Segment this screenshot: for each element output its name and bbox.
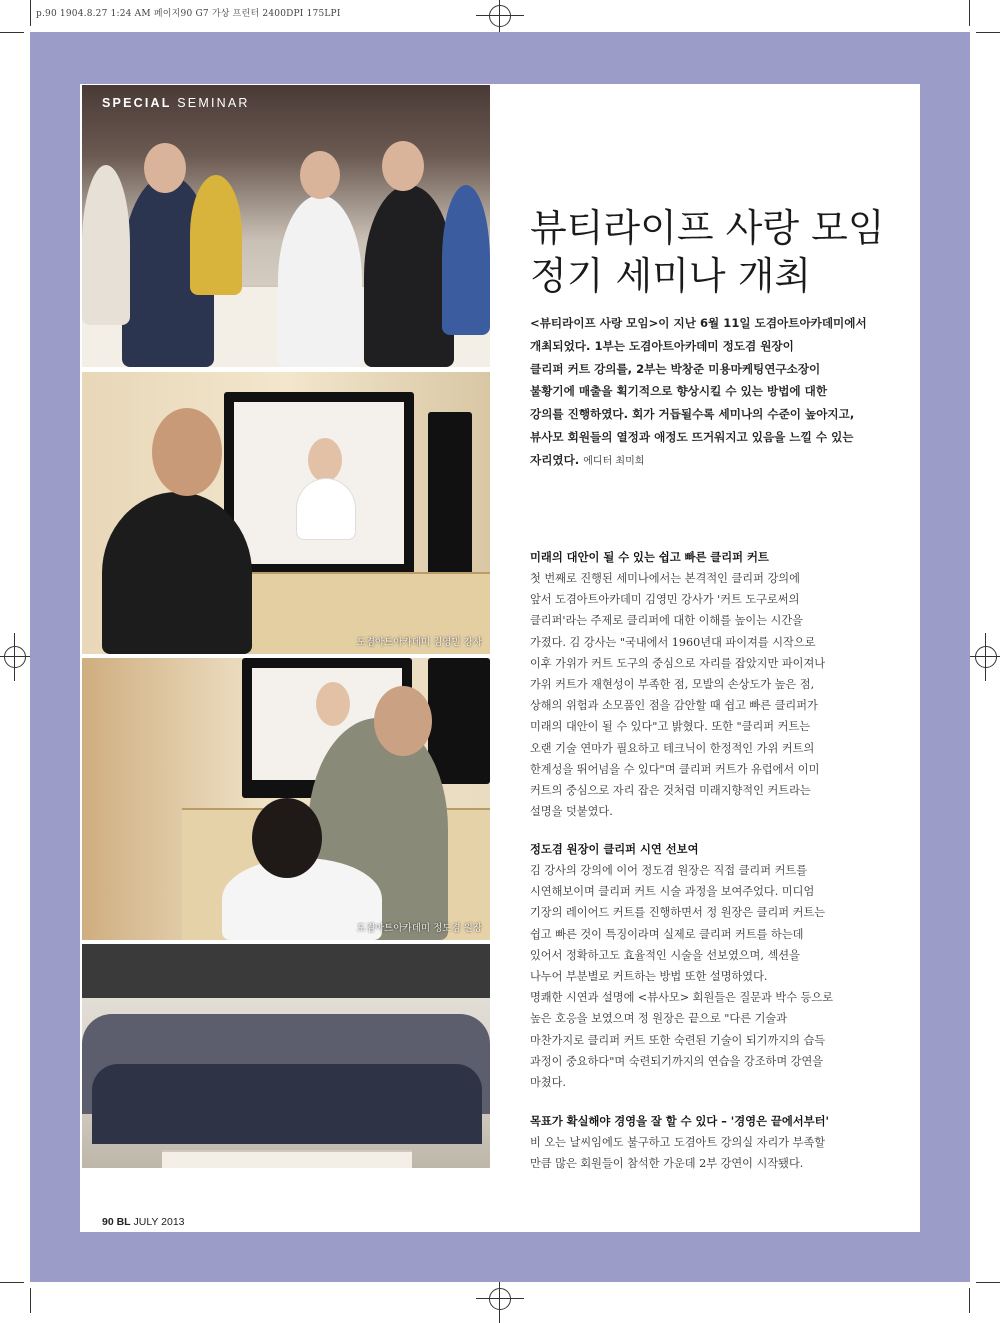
frame-band-right bbox=[920, 32, 970, 1282]
attendee-head bbox=[382, 141, 424, 191]
body-line: 있어서 정확하고도 효율적인 시술을 선보였으며, 섹션을 bbox=[530, 948, 800, 962]
instructor-head bbox=[152, 408, 222, 496]
section-paragraph bbox=[530, 860, 895, 1093]
attendee bbox=[82, 165, 130, 325]
model-body bbox=[296, 478, 356, 540]
attendee bbox=[442, 185, 490, 335]
attendee-head bbox=[144, 143, 186, 193]
body-line: 한계성을 뛰어넘을 수 있다"며 클리퍼 커트가 유럽에서 이미 bbox=[530, 762, 820, 776]
article-lede bbox=[530, 312, 895, 474]
folio-issue: JULY 2013 bbox=[133, 1216, 185, 1228]
section-label-light: SEMINAR bbox=[177, 96, 250, 110]
editor-credit: 에디터 최미희 bbox=[583, 455, 645, 467]
crop-mark bbox=[969, 1288, 970, 1313]
frame-band-left bbox=[30, 32, 80, 1282]
body-line: 마쳤다. bbox=[530, 1076, 566, 1090]
section-label-bold: SPECIAL bbox=[102, 96, 172, 110]
demonstration-photo bbox=[82, 658, 490, 940]
section-paragraph bbox=[530, 568, 895, 822]
registration-mark-right bbox=[975, 646, 997, 668]
body-line: 시연해보이며 클리퍼 커트 시술 과정을 보여주었다. 미디엄 bbox=[530, 885, 815, 899]
body-line: 첫 번째로 진행된 세미나에서는 본격적인 클리퍼 강의에 bbox=[530, 572, 800, 585]
section-heading: 정도겸 원장이 클리퍼 시연 선보여 bbox=[530, 843, 699, 856]
crop-mark bbox=[976, 1282, 1000, 1283]
instructor bbox=[102, 492, 252, 654]
monitor-screen bbox=[234, 402, 404, 564]
registration-mark-bottom bbox=[489, 1288, 511, 1310]
body-line: 과정이 중요하다"며 숙련되기까지의 연습을 강조하며 강연을 bbox=[530, 1054, 824, 1068]
body-line: 가졌다. 김 강사는 "국내에서 1960년대 파이져를 시작으로 bbox=[530, 635, 816, 649]
body-line: 설명을 덧붙였다. bbox=[530, 805, 613, 819]
section-heading: 미래의 대안이 될 수 있는 쉽고 빠른 클리퍼 커트 bbox=[530, 551, 769, 564]
attendee bbox=[190, 175, 242, 295]
section-paragraph bbox=[530, 1132, 895, 1174]
model-head bbox=[316, 682, 350, 726]
photo-caption: 도겸아트아카데미 정도겸 원장 bbox=[356, 923, 482, 934]
body-section bbox=[530, 548, 895, 822]
crop-mark bbox=[30, 0, 31, 26]
registration-mark-left bbox=[4, 646, 26, 668]
audience-photo bbox=[82, 85, 490, 367]
monitor bbox=[224, 392, 414, 582]
registration-mark-top bbox=[489, 5, 511, 27]
group-photo bbox=[82, 944, 490, 1168]
group-row bbox=[92, 1064, 482, 1144]
body-line: 앞서 도겸아트아카데미 김영민 강사가 '커트 도구로써의 bbox=[530, 593, 800, 607]
monitor bbox=[428, 658, 490, 784]
crop-mark bbox=[976, 32, 1000, 33]
body-line: 상해의 위험과 소모품인 점을 감안할 때 쉽고 빠른 클리퍼가 bbox=[530, 699, 818, 713]
article-title bbox=[530, 204, 910, 300]
body-section bbox=[530, 1112, 895, 1174]
body-line: 나누어 부분별로 커트하는 방법 또한 설명하였다. bbox=[530, 970, 768, 984]
frame-band-bottom bbox=[30, 1232, 970, 1282]
body-line: 만큼 많은 회원들이 참석한 가운데 2부 강연이 시작됐다. bbox=[530, 1157, 804, 1171]
body-line: 김 강사의 강의에 이어 정도겸 원장은 직접 클리퍼 커트를 bbox=[530, 864, 808, 877]
body-line: 클리퍼'라는 주제로 클리퍼에 대한 이해를 높이는 시간을 bbox=[530, 614, 803, 628]
crop-mark bbox=[30, 1288, 31, 1313]
model-head bbox=[308, 438, 342, 482]
body-line: 기장의 레이어드 커트를 진행하면서 정 원장은 클리퍼 커트는 bbox=[530, 906, 826, 920]
section-label bbox=[102, 96, 250, 110]
lede-line: 개최되었다. 1부는 도겸아트아카데미 정도겸 원장이 bbox=[530, 338, 794, 353]
photo-caption: 도겸아트아카데미 김영민 강사 bbox=[356, 637, 482, 648]
body-line: 오랜 기술 연마가 필요하고 테크닉이 한정적인 가위 커트의 bbox=[530, 741, 815, 755]
title-line: 뷰티라이프 사랑 모임 bbox=[530, 206, 885, 250]
lede-line: 불황기에 매출을 획기적으로 향상시킬 수 있는 방법에 대한 bbox=[530, 384, 828, 399]
section-heading: 목표가 확실해야 경영을 잘 할 수 있다 – '경영은 끝에서부터' bbox=[530, 1115, 829, 1128]
body-line: 가위 커트가 재현성이 부족한 점, 모발의 손상도가 높은 점, bbox=[530, 678, 815, 692]
body-line: 커트의 중심으로 자리 잡은 것처럼 미래지향적인 커트라는 bbox=[530, 784, 811, 798]
lede-line: <뷰티라이프 사랑 모임>이 지난 6월 11일 도겸아트아카데미에서 bbox=[530, 316, 867, 330]
lede-line: 클리퍼 커트 강의를, 2부는 박창준 미용마케팅연구소장이 bbox=[530, 361, 821, 376]
stylist-head bbox=[374, 686, 432, 756]
back-wall bbox=[82, 944, 490, 998]
body-line: 높은 호응을 보였으며 정 원장은 끝으로 "다른 기술과 bbox=[530, 1012, 787, 1026]
table bbox=[162, 1150, 412, 1168]
title-line: 정기 세미나 개최 bbox=[530, 254, 812, 298]
body-line: 마찬가지로 클리퍼 커트 또한 숙련된 기술이 되기까지의 습득 bbox=[530, 1033, 826, 1047]
lede-line bbox=[530, 449, 895, 474]
body-line: 명쾌한 시연과 설명에 <뷰사모> 회원들은 질문과 박수 등으로 bbox=[530, 991, 834, 1005]
body-line: 이후 가위가 커트 도구의 중심으로 자리를 잡았지만 파이져나 bbox=[530, 656, 826, 670]
attendee-head bbox=[300, 151, 340, 199]
instructor-photo bbox=[82, 372, 490, 654]
lede-line: 뷰사모 회원들의 열정과 애정도 뜨거워지고 있음을 느낄 수 있는 bbox=[530, 429, 854, 444]
model-head bbox=[252, 798, 322, 878]
frame-band-top bbox=[30, 32, 970, 84]
printer-slug: p.90 1904.8.27 1:24 AM 페이지90 G7 가상 프린터 2400DPI 175LPI bbox=[36, 9, 341, 19]
attendee bbox=[278, 195, 362, 367]
crop-mark bbox=[0, 1282, 24, 1283]
attendee bbox=[364, 185, 454, 367]
body-line: 쉽고 빠른 것이 특징이라며 실제로 클리퍼 커트를 하는데 bbox=[530, 927, 804, 941]
lede-line-text: 자리였다. bbox=[530, 452, 580, 467]
body-line: 미래의 대안이 될 수 있다"고 밝혔다. 또한 "클리퍼 커트는 bbox=[530, 720, 811, 734]
monitor bbox=[428, 412, 472, 582]
page-folio bbox=[102, 1216, 185, 1228]
folio-page: 90 BL bbox=[102, 1216, 131, 1228]
lede-line: 강의를 진행하였다. 회가 거듭될수록 세미나의 수준이 높아지고, bbox=[530, 407, 855, 422]
crop-mark bbox=[969, 0, 970, 26]
body-section bbox=[530, 840, 895, 1093]
body-line: 비 오는 날씨임에도 불구하고 도겸아트 강의실 자리가 부족할 bbox=[530, 1136, 826, 1149]
crop-mark bbox=[0, 32, 24, 33]
